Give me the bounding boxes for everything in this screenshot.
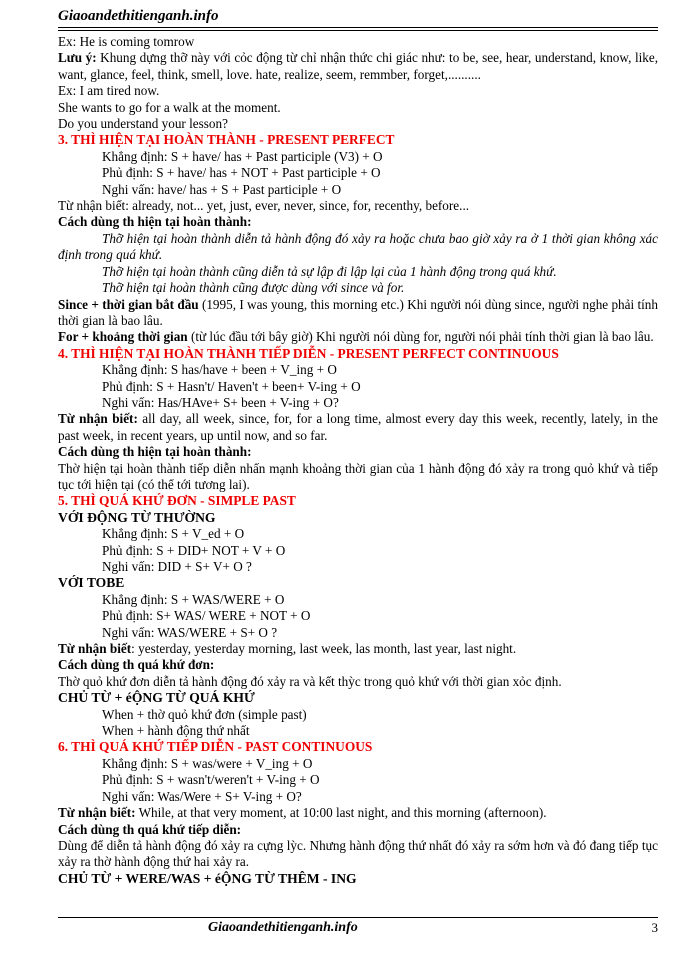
subheading: CHỦ TỪ + éỘNG TỪ QUÁ KHỨ — [58, 690, 255, 706]
formula-affirmative: Khẳng định: S + WAS/WERE + O — [102, 591, 285, 607]
formula-negative: Phủ định: S + wasn't/weren't + V-ing + O — [102, 772, 320, 788]
for-text: (từ lúc đầu tới bây giờ) Khi người nói dùng for, người nói phải tính thời gian là bao lâu. — [187, 329, 654, 345]
since-label: Since + thời gian bắt đầu — [58, 296, 199, 312]
document-body — [58, 34, 658, 887]
signal-label: Từ nhận biết: — [58, 411, 138, 427]
when-rule: When + hành động thứ nhất — [102, 723, 250, 739]
signal-words — [58, 805, 658, 821]
footer-rule — [58, 917, 658, 918]
when-rule: When + thờ quỏ khứ đơn (simple past) — [102, 706, 307, 722]
formula-question: Nghi vấn: have/ has + S + Past participle + O — [102, 181, 342, 197]
usage-text: Dùng để diễn tả hành động đó xảy ra cựng lỳc. Nhưng hành động thứ nhất đó xảy ra sớm hơn và đó đang tiếp tục xảy ra thờ hành động thứ hai xảy ra. — [58, 837, 658, 870]
example-line: She wants to go for a walk at the moment. — [58, 99, 281, 115]
formula-affirmative: Khẳng định: S has/have + been + V_ing + O — [102, 362, 337, 378]
signal-words — [58, 411, 658, 444]
usage-heading: Cách dùng th quá khứ tiếp diễn: — [58, 821, 242, 837]
section-3-title: 3. THÌ HIỆN TẠI HOÀN THÀNH - PRESENT PERFECT — [58, 132, 395, 148]
usage-text: Thỡ hiện tại hoàn thành cũng được dùng với since và for. — [102, 280, 405, 296]
usage-text: Thỡ hiện tại hoàn thành cũng diễn tả sự lập đi lập lại của 1 hành động trong quá khứ. — [102, 263, 557, 279]
signal-text: While, at that very moment, at 10:00 last night, and this morning (afternoon). — [135, 805, 547, 821]
signal-text: : yesterday, yesterday morning, last week, las month, last year, last night. — [131, 641, 517, 657]
note-label: Lưu ý: — [58, 50, 97, 66]
subheading: VỚI ĐỘNG TỪ THƯỜNG — [58, 509, 216, 525]
formula-negative: Phủ định: S + have/ has + NOT + Past participle + O — [102, 165, 381, 181]
usage-heading: Cách dùng th quá khứ đơn: — [58, 657, 215, 673]
signal-label: Từ nhận biết — [58, 641, 132, 657]
example-line: Ex: I am tired now. — [58, 83, 160, 99]
formula-negative: Phủ định: S + DID+ NOT + V + O — [102, 542, 286, 558]
note-text: Khung dựng thỡ này với cỏc động từ chỉ nhận thức chi giác như: to be, see, hear, understand, know, like, want, glance, feel, think, smell, love. hate, realize, seem, remmber, forget,.......... — [58, 50, 659, 82]
footer-site-name: Giaoandethitienganh.info — [208, 920, 358, 935]
page-number: 3 — [651, 920, 658, 935]
header-site-name: Giaoandethitienganh.info — [58, 8, 219, 24]
formula-question: Nghi vấn: Was/Were + S+ V-ing + O? — [102, 788, 302, 804]
usage-heading: Cách dùng th hiện tại hoàn thành: — [58, 444, 252, 460]
header-rule-bottom — [58, 30, 658, 31]
formula-affirmative: Khẳng định: S + have/ has + Past participle (V3) + O — [102, 148, 383, 164]
example-line: Ex: He is coming tomrow — [58, 34, 195, 49]
example-line: Do you understand your lesson? — [58, 116, 228, 132]
signal-words — [58, 641, 658, 657]
signal-label: Từ nhận biết: — [58, 805, 136, 821]
formula-affirmative: Khẳng định: S + was/were + V_ing + O — [102, 755, 313, 771]
formula-affirmative: Khẳng định: S + V_ed + O — [102, 526, 245, 542]
signal-text: all day, all week, since, for, for a long time, almost every day this week, recently, lately, in the past week, in recent years, up until now, and so far. — [58, 411, 658, 443]
for-paragraph — [58, 329, 658, 345]
section-6-title: 6. THÌ QUÁ KHỨ TIẾP DIỄN - PAST CONTINUOUS — [58, 739, 373, 755]
usage-text: Thờ hiện tại hoàn thành tiếp diễn nhấn mạnh khoảng thời gian của 1 hành động đó xảy ra trong quỏ khứ và tiếp tục tới hiện tại (có thể tới tương lai). — [58, 460, 658, 492]
since-paragraph — [58, 297, 658, 330]
formula-negative: Phủ định: S+ WAS/ WERE + NOT + O — [102, 608, 311, 624]
usage-heading: Cách dùng th hiện tại hoàn thành: — [58, 214, 252, 230]
formula-question: Nghi vấn: DID + S+ V+ O ? — [102, 559, 252, 574]
subheading: VỚI TOBE — [58, 575, 125, 591]
signal-words: Từ nhận biết: already, not... yet, just, ever, never, since, for, recenthy, before... — [58, 198, 470, 214]
usage-text: Thờ quỏ khứ đơn diễn tả hành động đó xảy ra và kết thỳc trong quỏ khứ với thời gian xỏc định. — [58, 673, 562, 689]
header-rule-top — [58, 27, 658, 28]
section-5-title: 5. THÌ QUÁ KHỨ ĐƠN - SIMPLE PAST — [58, 493, 296, 509]
formula-negative: Phủ định: S + Hasn't/ Haven't + been+ V-ing + O — [102, 378, 361, 394]
section-4-title: 4. THÌ HIỆN TẠI HOÀN THÀNH TIẾP DIỄN - PRESENT PERFECT CONTINUOUS — [58, 345, 559, 361]
note-paragraph — [58, 50, 658, 83]
subheading: CHỦ TỪ + WERE/WAS + éỘNG TỪ THÊM - ING — [58, 870, 357, 886]
usage-text: Thỡ hiện tại hoàn thành diễn tả hành động đó xảy ra hoặc chưa bao giờ xảy ra ở 1 thời gian không xác định trong quá khứ. — [58, 230, 658, 263]
formula-question: Nghi vấn: WAS/WERE + S+ O ? — [102, 624, 278, 640]
since-text: (1995, I was young, this morning etc.) Khi người nói dùng since, người nghe phải tính thời gian là bao lâu. — [58, 296, 658, 328]
for-label: For + khoảng thời gian — [58, 329, 188, 345]
formula-question: Nghi vấn: Has/HAve+ S+ been + V-ing + O? — [102, 394, 339, 410]
